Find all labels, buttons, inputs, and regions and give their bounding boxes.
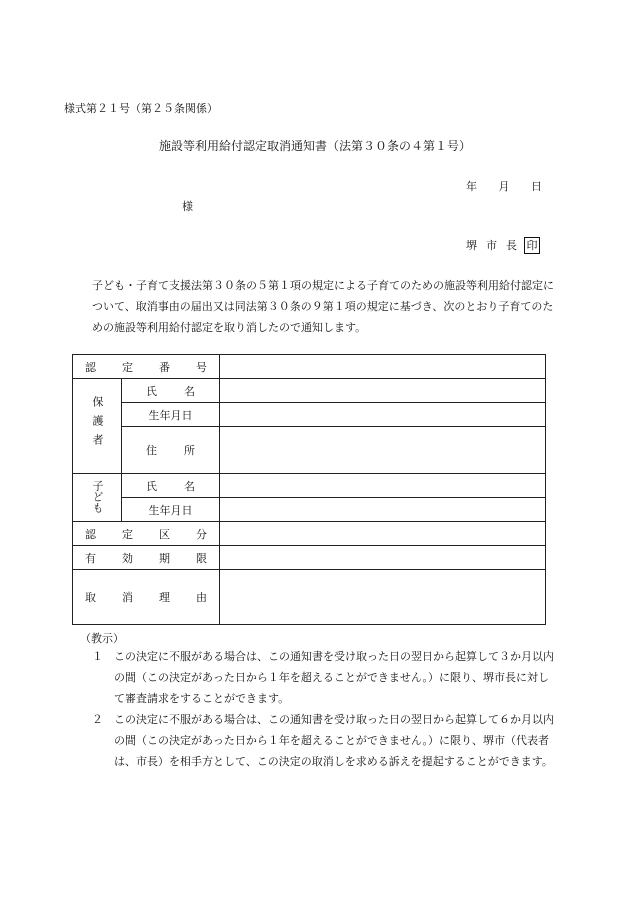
cancellation-reason-label-char: 消 bbox=[122, 591, 133, 604]
guardian-name-label-char: 氏 bbox=[146, 384, 157, 398]
certification-number-label-char: 認 bbox=[85, 360, 96, 374]
value-guardian-name bbox=[220, 379, 546, 403]
notice-item-number: ２ bbox=[92, 713, 103, 726]
value-guardian-birthdate bbox=[220, 403, 546, 427]
value-cancellation-reason bbox=[220, 570, 546, 625]
certification-category-label-char: 分 bbox=[196, 527, 207, 541]
certification-number-label-char: 番 bbox=[159, 360, 170, 374]
group-guardian: 保護者 bbox=[73, 379, 122, 474]
value-certification-number bbox=[220, 355, 546, 379]
notice-item-text: この決定に不服がある場合は、この通知書を受け取った日の翌日から起算して６か月以内の間（この決定があった日から１年を超えることができません。）に限り、堺市（代表者は、市長）を相手方として、この決定の取消しを求める訴えを提起することができます。 bbox=[114, 713, 554, 768]
issuer-line bbox=[466, 237, 540, 254]
value-child-birthdate bbox=[220, 498, 546, 522]
guardian-address-label-char: 住 bbox=[146, 444, 157, 457]
value-child-name bbox=[220, 474, 546, 498]
notice-item-text: この決定に不服がある場合は、この通知書を受け取った日の翌日から起算して３か月以内の間（この決定があった日から１年を超えることができません。）に限り、堺市長に対して審査請求をすることができます。 bbox=[114, 650, 554, 705]
date-day: 日 bbox=[531, 180, 542, 193]
notice-item-number: １ bbox=[92, 650, 103, 663]
body-paragraph bbox=[80, 275, 555, 338]
notice-heading: （教示） bbox=[80, 632, 124, 645]
label-guardian-name bbox=[122, 379, 220, 403]
validity-period-label-char: 限 bbox=[196, 551, 207, 565]
label-certification-number bbox=[73, 355, 220, 379]
value-validity-period bbox=[220, 546, 546, 570]
label-guardian-birthdate: 生年月日 bbox=[122, 403, 220, 427]
label-child-birthdate: 生年月日 bbox=[122, 498, 220, 522]
form-number: 様式第２１号（第２５条関係） bbox=[64, 102, 218, 115]
child-name-label-char: 氏 bbox=[146, 479, 157, 493]
cancellation-reason-label-char: 由 bbox=[196, 591, 207, 604]
notice-list bbox=[92, 646, 554, 772]
value-certification-category bbox=[220, 522, 546, 546]
body-text: 子ども・子育て支援法第３０条の５第１項の規定による子育てのための施設等利用給付認定について、取消事由の届出又は同法第３０条の９第１項の規定に基づき、次のとおり子育てのための施設等利用給付認定を取り消したので通知します。 bbox=[92, 279, 554, 334]
certification-number-label-char: 号 bbox=[196, 360, 207, 374]
guardian-name-label-char: 名 bbox=[184, 384, 195, 398]
date-month: 月 bbox=[498, 180, 510, 193]
label-child-name bbox=[122, 474, 220, 498]
date-year: 年 bbox=[466, 180, 477, 193]
validity-period-label-char: 期 bbox=[159, 551, 170, 565]
issuer-name: 堺市長 bbox=[466, 239, 526, 252]
label-cancellation-reason bbox=[73, 570, 220, 625]
certification-number-label-char: 定 bbox=[122, 360, 133, 374]
notice-item bbox=[92, 646, 554, 709]
label-guardian-address bbox=[122, 427, 220, 474]
certification-category-label-char: 認 bbox=[85, 527, 96, 541]
document-title: 施設等利用給付認定取消通知書（法第３０条の４第１号） bbox=[158, 139, 471, 153]
seal-box: 印 bbox=[524, 237, 540, 254]
addressee-suffix: 様 bbox=[182, 200, 193, 213]
child-name-label-char: 名 bbox=[184, 479, 195, 493]
label-validity-period bbox=[73, 546, 220, 570]
validity-period-label-char: 効 bbox=[122, 551, 133, 565]
label-certification-category bbox=[73, 522, 220, 546]
certification-category-label-char: 区 bbox=[159, 527, 170, 541]
cancellation-reason-label-char: 理 bbox=[159, 591, 170, 604]
certification-table bbox=[72, 354, 546, 625]
notice-item bbox=[92, 709, 554, 772]
certification-category-label-char: 定 bbox=[122, 527, 133, 541]
value-guardian-address bbox=[220, 427, 546, 474]
guardian-address-label-char: 所 bbox=[184, 444, 195, 457]
cancellation-reason-label-char: 取 bbox=[85, 591, 96, 604]
validity-period-label-char: 有 bbox=[85, 551, 96, 565]
group-child: 子ども bbox=[73, 474, 122, 522]
date-line bbox=[466, 178, 542, 194]
